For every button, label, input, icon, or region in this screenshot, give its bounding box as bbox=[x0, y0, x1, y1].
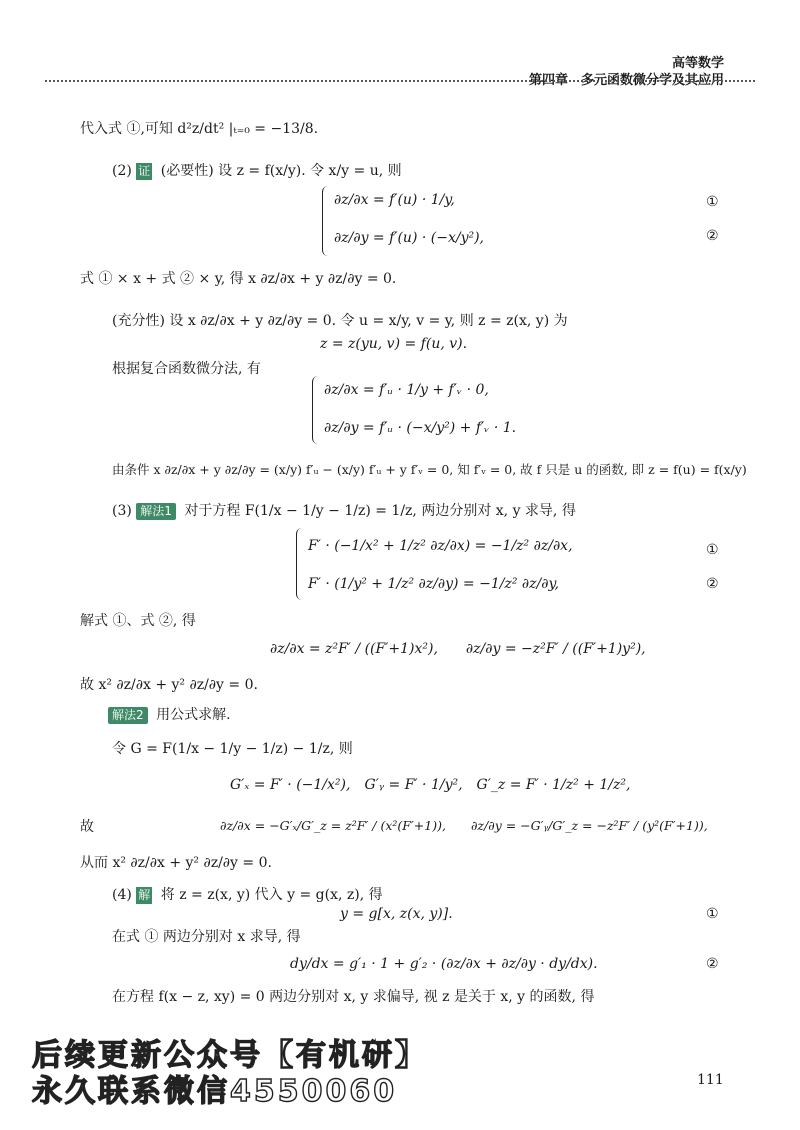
line-partial-f: 在方程 f(x − z, xy) = 0 两边分别对 x, y 求偏导, 视 z 是关于 x, y 的函数, 得 bbox=[112, 989, 595, 1005]
system-brace-3 bbox=[296, 528, 305, 600]
method2-text: 用公式求解. bbox=[156, 707, 231, 723]
watermark-line-1: 后续更新公众号【有机研】 bbox=[32, 1038, 428, 1073]
eq-z-composite: z = z(yu, v) = f(u, v). bbox=[320, 336, 468, 352]
part-number: (3) bbox=[112, 503, 132, 519]
eq-F-dy: F′ · (1/y² + 1/z² ∂z/∂y) = −1/z² ∂z/∂y, bbox=[308, 576, 559, 592]
line-conclusion-1: 故 x² ∂z/∂x + y² ∂z/∂y = 0. bbox=[80, 677, 258, 693]
system-brace-1 bbox=[322, 186, 331, 256]
watermark-line-2: 永久联系微信4550060 bbox=[32, 1074, 398, 1109]
chapter-title: 第四章 多元函数微分学及其应用 bbox=[528, 73, 724, 88]
eq-partials-result: ∂z/∂x = z²F′ / ((F′+1)x²), ∂z/∂y = −z²F′ / ((F′+1)y²), bbox=[270, 641, 646, 657]
part4-intro bbox=[112, 884, 383, 904]
necessity-text: (必要性) 设 z = f(x/y). 令 x/y = u, 则 bbox=[160, 163, 402, 179]
eq-number-1c: ① bbox=[706, 906, 719, 922]
line-chain-rule: 根据复合函数微分法, 有 bbox=[112, 361, 261, 377]
sufficiency-text: (充分性) 设 x ∂z/∂x + y ∂z/∂y = 0. 令 u = x/y, v = y, 则 z = z(x, y) 为 bbox=[112, 313, 568, 329]
eq-dy-dx: dy/dx = g′₁ · 1 + g′₂ · (∂z/∂x + ∂z/∂y · dy/dx). bbox=[290, 956, 598, 972]
system-brace-2 bbox=[312, 376, 321, 444]
eq-number-2b: ② bbox=[706, 576, 719, 592]
method1-text: 对于方程 F(1/x − 1/y − 1/z) = 1/z, 两边分别对 x, y 求导, 得 bbox=[184, 503, 576, 519]
eq-substitute: y = g[x, z(x, y)]. bbox=[340, 906, 453, 922]
proof-label: 证 bbox=[138, 164, 151, 178]
line-differentiate: 在式 ① 两边分别对 x 求导, 得 bbox=[112, 929, 301, 945]
part3-intro bbox=[112, 500, 576, 520]
line-combine: 式 ① × x + 式 ② × y, 得 x ∂z/∂x + y ∂z/∂y = 0. bbox=[80, 271, 397, 287]
header-divider bbox=[45, 80, 755, 82]
eq-dz-dx-1: ∂z/∂x = f′(u) · 1/y, bbox=[334, 192, 455, 208]
eq-dz-dy-2: ∂z/∂y = f′ᵤ · (−x/y²) + f′ᵥ · 1. bbox=[324, 420, 517, 436]
eq-number-2c: ② bbox=[706, 956, 719, 972]
eq-number-1b: ① bbox=[706, 542, 719, 558]
book-title: 高等数学 bbox=[671, 56, 724, 71]
line-define-G: 令 G = F(1/x − 1/y − 1/z) − 1/z, 则 bbox=[112, 741, 353, 757]
part4-text: 将 z = z(x, y) 代入 y = g(x, z), 得 bbox=[160, 887, 383, 903]
eq-G-partials: G′ₓ = F′ · (−1/x²), G′ᵧ = F′ · 1/y², G′_z = F′ · 1/z² + 1/z², bbox=[230, 777, 631, 793]
line-substitute: 代入式 ①,可知 d²z/dt² |ₜ₌₀ = −13/8. bbox=[80, 121, 319, 137]
part-number: (4) bbox=[112, 887, 132, 903]
solution-label: 解 bbox=[138, 888, 151, 902]
method2-line bbox=[108, 704, 231, 724]
word-therefore: 故 bbox=[80, 819, 94, 835]
eq-dz-dx-2: ∂z/∂x = f′ᵤ · 1/y + f′ᵥ · 0, bbox=[324, 382, 489, 398]
eq-formula-result: ∂z/∂x = −G′ₓ/G′_z = z²F′ / (x²(F′+1)), ∂z/∂y = −G′ᵧ/G′_z = −z²F′ / (y²(F′+1)), bbox=[220, 818, 708, 833]
page-number: 111 bbox=[697, 1072, 724, 1088]
part-number: (2) bbox=[112, 163, 132, 179]
method1-label: 解法1 bbox=[136, 503, 176, 520]
eq-dz-dy-1: ∂z/∂y = f′(u) · (−x/y²), bbox=[334, 230, 485, 246]
line-solve: 解式 ①、式 ②, 得 bbox=[80, 613, 196, 629]
line-condition: 由条件 x ∂z/∂x + y ∂z/∂y = (x/y) f′ᵤ − (x/y) f′ᵤ + y f′ᵥ = 0, 知 f′ᵥ = 0, 故 f 只是 u 的函数, 即 z = f(u) = f(x/y) bbox=[112, 462, 747, 477]
method2-label: 解法2 bbox=[108, 707, 148, 724]
part2-intro bbox=[112, 160, 402, 180]
eq-F-dx: F′ · (−1/x² + 1/z² ∂z/∂x) = −1/z² ∂z/∂x, bbox=[308, 538, 573, 554]
eq-number-1: ① bbox=[706, 194, 719, 210]
eq-number-2: ② bbox=[706, 228, 719, 244]
line-conclusion-2: 从而 x² ∂z/∂x + y² ∂z/∂y = 0. bbox=[80, 855, 272, 871]
